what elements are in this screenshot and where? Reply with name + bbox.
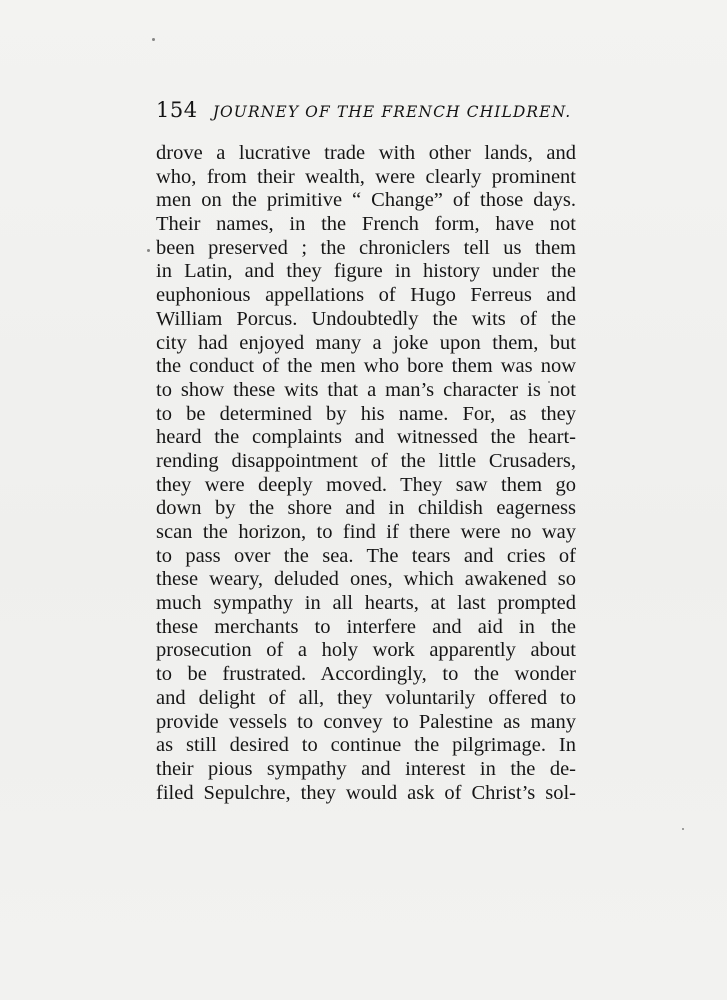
- text-line: prosecution of a holy work apparently about: [156, 639, 576, 662]
- text-line: as still desired to continue the pilgrimage. In: [156, 734, 576, 757]
- text-line: these weary, deluded ones, which awakened so: [156, 568, 576, 591]
- text-line: and delight of all, they voluntarily offered to: [156, 686, 576, 709]
- text-line: in Latin, and they figure in history under the: [156, 260, 576, 283]
- text-line: rending disappointment of the little Crusaders,: [156, 449, 576, 472]
- text-line: who, from their wealth, were clearly prominent: [156, 165, 576, 188]
- running-head: JOURNEY OF THE FRENCH CHILDREN.: [212, 103, 572, 121]
- ink-speck: [147, 249, 150, 252]
- text-line: scan the horizon, to find if there were no way: [156, 521, 576, 543]
- text-line: city had enjoyed many a joke upon them, but: [156, 331, 576, 354]
- page-number: 154: [156, 98, 198, 122]
- text-line: to show these wits that a man’s character is not: [156, 378, 576, 401]
- text-line: much sympathy in all hearts, at last prompted: [156, 592, 576, 615]
- text-line: been preserved ; the chroniclers tell us them: [156, 236, 576, 259]
- text-line: to pass over the sea. The tears and cries of: [156, 544, 576, 567]
- text-line: euphonious appellations of Hugo Ferreus and: [156, 284, 576, 307]
- text-line: heard the complaints and witnessed the heart-: [156, 426, 576, 449]
- text-line: men on the primitive “ Change” of those days.: [156, 189, 576, 212]
- page-header: [156, 98, 576, 130]
- text-line: Their names, in the French form, have not: [156, 213, 576, 236]
- text-line: drove a lucrative trade with other lands, and: [156, 142, 576, 164]
- text-line: William Porcus. Undoubtedly the wits of the: [156, 307, 576, 330]
- text-line: these merchants to interfere and aid in the: [156, 615, 576, 638]
- ink-speck: [152, 38, 155, 41]
- text-line: filed Sepulchre, they would ask of Christ’s sol-: [156, 781, 576, 804]
- text-line: they were deeply moved. They saw them go: [156, 473, 576, 496]
- text-line: the conduct of the men who bore them was now: [156, 355, 576, 378]
- text-line: their pious sympathy and interest in the de-: [156, 757, 576, 780]
- ink-speck: [682, 828, 684, 830]
- body-text: [156, 142, 576, 805]
- text-line: to be frustrated. Accordingly, to the wonder: [156, 663, 576, 686]
- text-line: to be determined by his name. For, as they: [156, 402, 576, 425]
- text-line: down by the shore and in childish eagerness: [156, 497, 576, 520]
- text-line: provide vessels to convey to Palestine as many: [156, 710, 576, 733]
